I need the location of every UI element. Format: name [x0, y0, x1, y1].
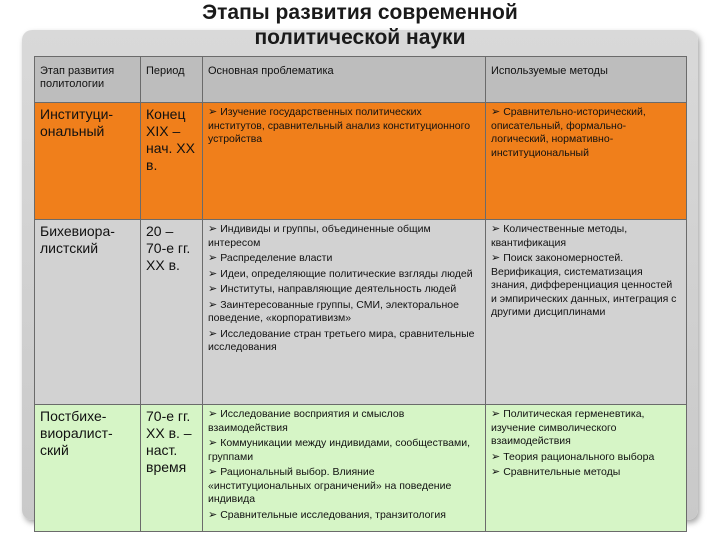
arrow-bullet-icon: ➢	[491, 252, 501, 264]
list-item: ➢ Исследование восприятия и смыслов взаимодействия	[208, 408, 405, 434]
arrow-bullet-icon: ➢	[208, 408, 218, 420]
arrow-bullet-icon: ➢	[208, 252, 218, 264]
table-row	[35, 103, 687, 220]
stage-cell: Бихевиора-листский	[35, 220, 141, 405]
title-line-1: Этапы развития современной	[202, 1, 518, 24]
table-header-row	[35, 57, 687, 103]
list-item: ➢ Исследование стран третьего мира, сравнительные исследования	[208, 327, 475, 353]
list-item: ➢ Сравнительные методы	[491, 466, 621, 478]
stage-cell: Институци-ональный	[35, 103, 141, 220]
list-item: ➢ Изучение государственных политических институтов, сравнительный анализ конституционного устройства	[208, 106, 471, 145]
header-problems: Основная проблематика	[203, 57, 486, 103]
table-row	[35, 405, 687, 532]
arrow-bullet-icon: ➢	[208, 267, 218, 280]
list-item: ➢ Распределение власти	[208, 252, 333, 264]
stage-cell: Постбихе-виоралист-ский	[35, 405, 141, 532]
arrow-bullet-icon: ➢	[491, 106, 501, 118]
period-cell: 20 – 70-е гг. XX в.	[141, 220, 203, 405]
list-item: ➢ Индивиды и группы, объединенные общим интересом	[208, 223, 431, 249]
arrow-bullet-icon: ➢	[208, 106, 218, 118]
list-item: ➢ Идеи, определяющие политические взгляды людей	[208, 267, 473, 280]
title-line-2: политической науки	[254, 26, 466, 49]
list-item: ➢ Поиск закономерностей. Верификация, систематизация знания, дифференциация ценностей и эмпирических данных, интеграция с другими дисциплинами	[491, 252, 677, 318]
arrow-bullet-icon: ➢	[208, 223, 218, 235]
arrow-bullet-icon: ➢	[208, 508, 218, 521]
methods-cell	[486, 220, 687, 405]
methods-cell	[486, 405, 687, 532]
list-item: ➢ Политическая герменевтика, изучение символического взаимодействия	[491, 408, 645, 447]
arrow-bullet-icon: ➢	[208, 283, 218, 295]
arrow-bullet-icon: ➢	[208, 466, 218, 478]
list-item: ➢ Теория рационального выбора	[491, 450, 655, 463]
arrow-bullet-icon: ➢	[208, 298, 218, 311]
arrow-bullet-icon: ➢	[491, 466, 501, 478]
arrow-bullet-icon: ➢	[208, 327, 218, 340]
header-methods: Используемые методы	[486, 57, 687, 103]
list-item: ➢ Заинтересованные группы, СМИ, электоральное поведение, «корпоративизм»	[208, 298, 459, 324]
problems-cell	[203, 405, 486, 532]
problems-cell	[203, 220, 486, 405]
period-cell: Конец XIX – нач. XX в.	[141, 103, 203, 220]
stages-table	[34, 56, 687, 532]
list-item: ➢ Коммуникации между индивидами, сообществами, группами	[208, 437, 470, 463]
arrow-bullet-icon: ➢	[491, 450, 501, 463]
period-cell: 70-е гг. XX в. – наст. время	[141, 405, 203, 532]
arrow-bullet-icon: ➢	[491, 408, 501, 420]
methods-cell	[486, 103, 687, 220]
list-item: ➢ Институты, направляющие деятельность людей	[208, 283, 457, 295]
page-title	[0, 0, 720, 50]
list-item: ➢ Рациональный выбор. Влияние «институциональных ограничений» на поведение индивида	[208, 466, 452, 505]
table-row	[35, 220, 687, 405]
problems-cell	[203, 103, 486, 220]
header-stage: Этап развития политологии	[35, 57, 141, 103]
list-item: ➢ Сравнительные исследования, транзитология	[208, 508, 446, 521]
list-item: ➢ Сравнительно-исторический, описательный, формально-логический, нормативно-институциональный	[491, 106, 646, 159]
arrow-bullet-icon: ➢	[491, 223, 501, 235]
header-period: Период	[141, 57, 203, 103]
arrow-bullet-icon: ➢	[208, 437, 218, 449]
list-item: ➢ Количественные методы, квантификация	[491, 223, 628, 249]
